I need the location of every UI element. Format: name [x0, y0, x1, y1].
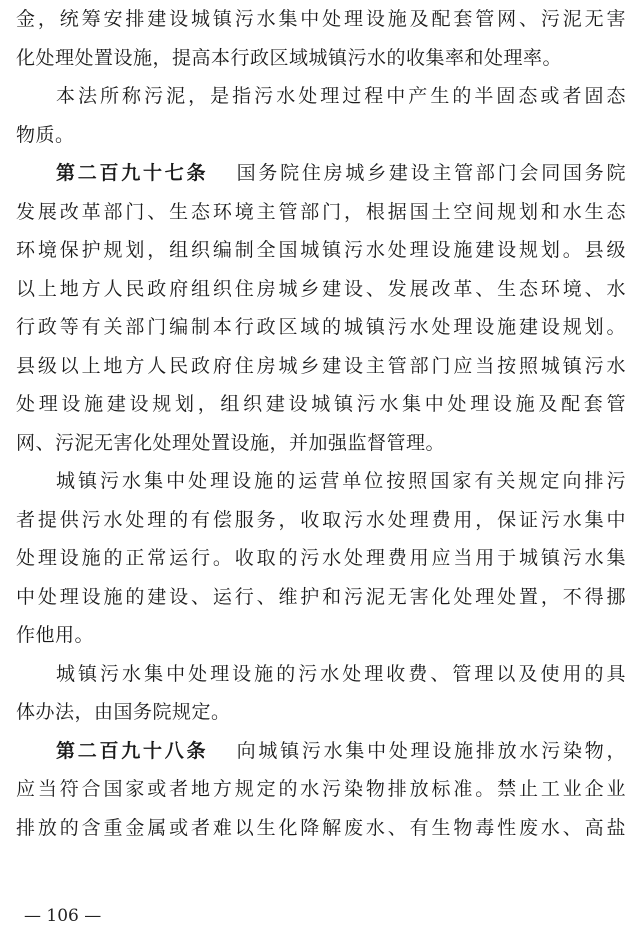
text-line: 环境保护规划，组织编制全国城镇污水处理设施建设规划。县级 [16, 239, 626, 261]
text-line: 城镇污水集中处理设施的运营单位按照国家有关规定向排污 [56, 470, 626, 492]
text-line: 行政等有关部门编制本行政区域的城镇污水处理设施建设规划。 [16, 316, 626, 338]
text-line: 化处理处置设施，提高本行政区域城镇污水的收集率和处理率。 [16, 46, 563, 69]
text-line: 发展改革部门、生态环境主管部门，根据国土空间规划和水生态 [16, 200, 626, 223]
text-line: 物质。 [16, 123, 75, 146]
text-line: 县级以上地方人民政府住房城乡建设主管部门应当按照城镇污水 [16, 354, 626, 377]
text-line: 者提供污水处理的有偿服务，收取污水处理费用，保证污水集中 [16, 508, 626, 531]
article-297-first-line [16, 154, 626, 193]
text-span: 向城镇污水集中处理设施排放水污染物， [234, 739, 626, 762]
text-line: 本法所称污泥，是指污水处理过程中产生的半固态或者固态 [56, 85, 626, 107]
text-line: 作他用。 [16, 624, 95, 646]
text-line: 处理设施建设规划，组织建设城镇污水集中处理设施及配套管 [16, 393, 626, 415]
text-line: 处理设施的正常运行。收取的污水处理费用应当用于城镇污水集 [16, 547, 626, 569]
text-line: 体办法，由国务院规定。 [16, 701, 231, 723]
text-line: 中处理设施的建设、运行、维护和污泥无害化处理处置，不得挪 [16, 585, 626, 608]
text-line: 排放的含重金属或者难以生化降解废水、有生物毒性废水、高盐 [16, 816, 626, 839]
page-number: 106 [46, 906, 79, 926]
text-line: 城镇污水集中处理设施的污水处理收费、管理以及使用的具 [56, 662, 626, 685]
text-line: 金，统筹安排建设城镇污水集中处理设施及配套管网、污泥无害 [16, 8, 626, 30]
document-page [16, 0, 626, 847]
text-line: 应当符合国家或者地方规定的水污染物排放标准。禁止工业企业 [16, 778, 626, 800]
text-line: 以上地方人民政府组织住房城乡建设、发展改革、生态环境、水 [16, 277, 626, 300]
footer-dash-right: — [84, 906, 102, 926]
footer-dash-left: — [24, 906, 41, 926]
page-footer [24, 906, 101, 926]
text-line: 网、污泥无害化处理处置设施，并加强监督管理。 [16, 431, 446, 454]
article-298-first-line [16, 732, 626, 771]
article-298-heading: 第二百九十八条 [56, 739, 209, 762]
text-span: 国务院住房城乡建设主管部门会同国务院 [234, 162, 626, 184]
article-297-heading: 第二百九十七条 [56, 162, 209, 184]
